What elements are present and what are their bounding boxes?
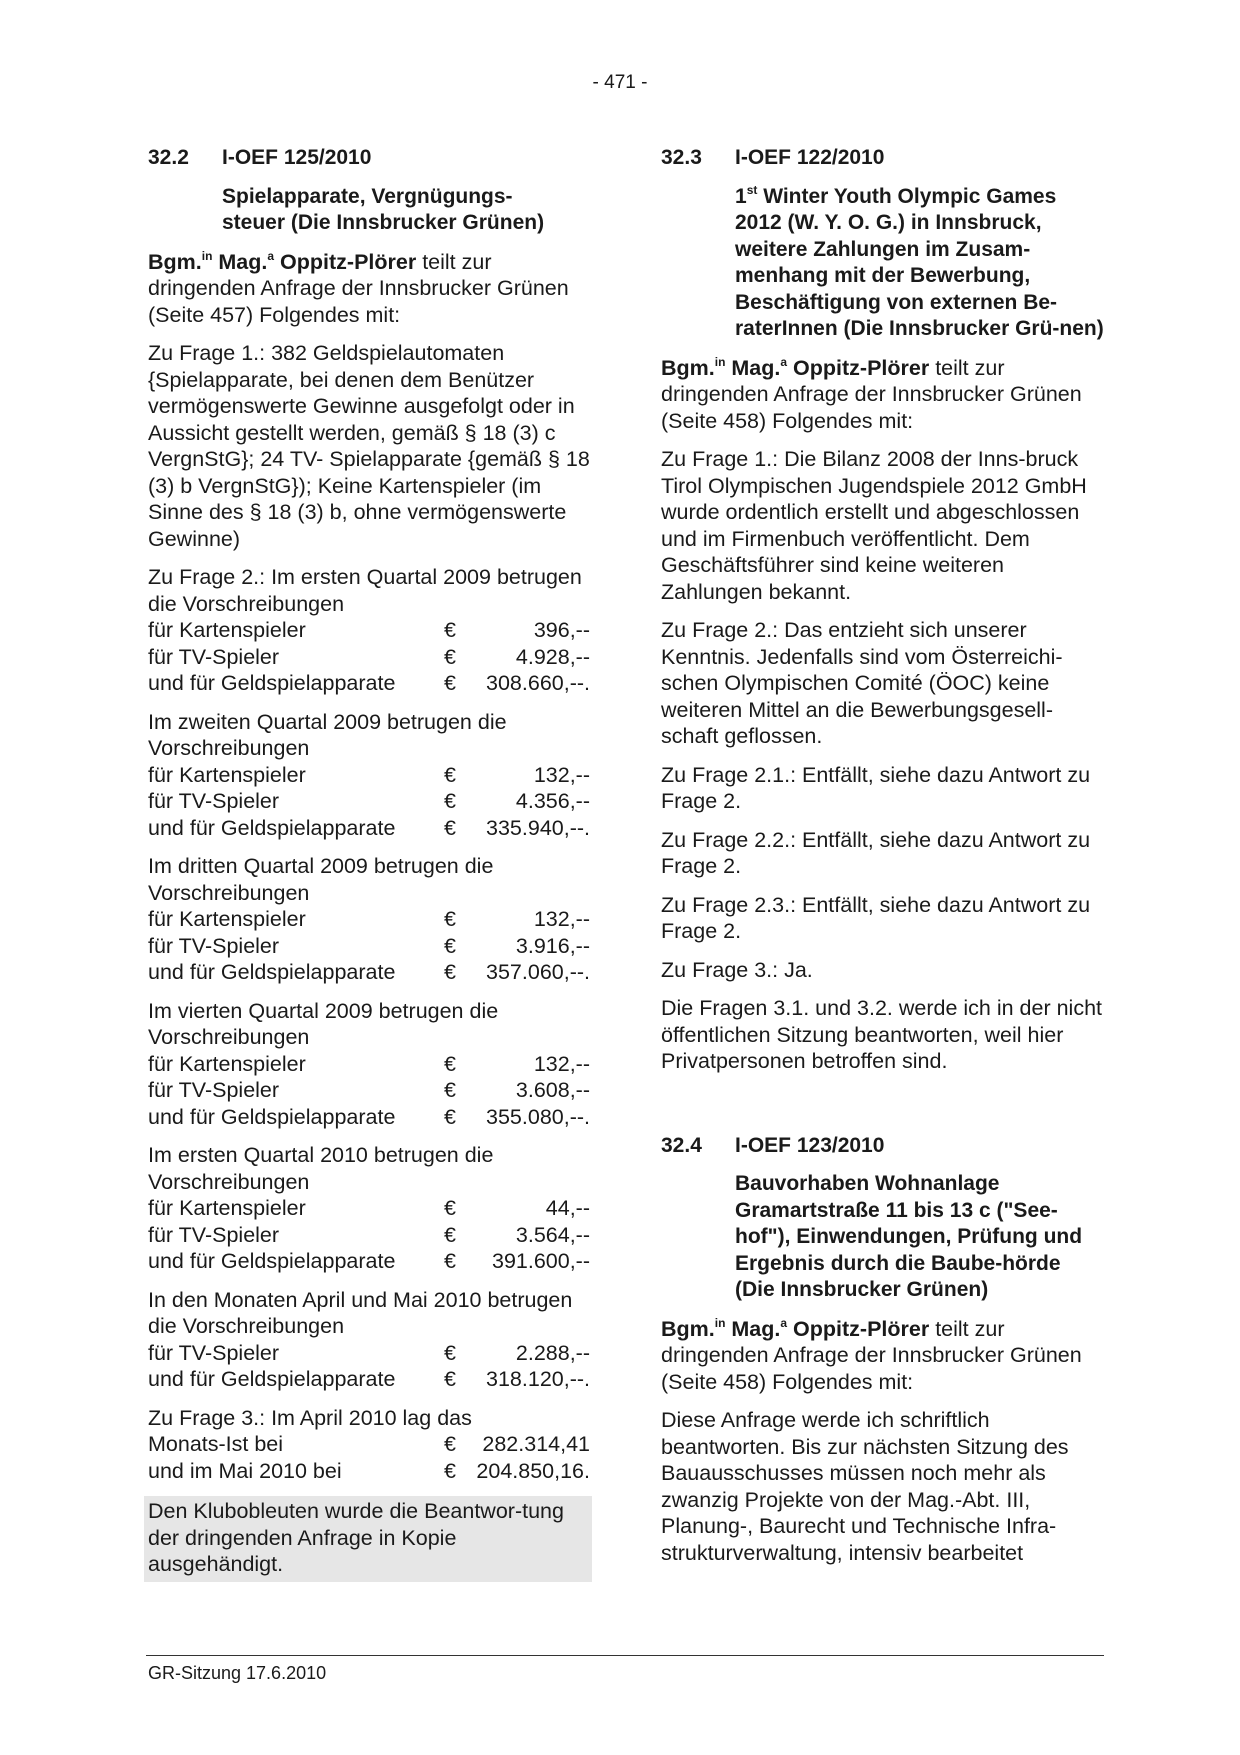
answer-frage-1: Zu Frage 1.: 382 Geldspielautomaten {Spielapparate, bei denen dem Benützer vermögenswerte Gewinne ausgefolgt oder in Aussicht gestellt werden, gemäß § 18 (3) c VergnStG}; 24 TV- Spielapparate {gemäß § 18 (3) b VergnStG}); Keine Kartenspieler (im Sinne des § 18 (3) b, ohne vermögenswerte Gewinne) [148,341,590,551]
currency-symbol: € [444,618,456,642]
assessment-intro: Im ersten Quartal 2010 betrugen die Vorschreibungen [148,1143,494,1194]
assessment-amount: 132,-- [533,762,590,787]
answer-paragraph: Die Fragen 3.1. und 3.2. werde ich in der nicht öffentlichen Sitzung beantworten, weil hier Privatpersonen betroffen sind. [661,996,1103,1073]
assessment-value [444,1051,590,1078]
assessment-label: für TV-Spieler [148,1222,280,1247]
assessment-intro: Im vierten Quartal 2009 betrugen die Vorschreibungen [148,998,499,1049]
answer-paragraph: Zu Frage 3.: Ja. [661,957,813,982]
assessment-value [444,906,590,933]
assessment-label: und für Geldspielapparate [148,671,396,695]
assessment-block [148,1287,590,1393]
currency-symbol: € [444,1104,456,1129]
assessment-value [444,959,590,986]
answer-paragraph: Zu Frage 2.3.: Entfällt, siehe dazu Antwort zu Frage 2. [661,892,1091,943]
assessment-row [148,1431,590,1458]
assessment-block [148,1405,590,1485]
assessment-label: für TV-Spieler [148,1078,280,1102]
assessment-amount: 357.060,--. [486,960,590,984]
speaker-name: Oppitz-Plörer [274,249,417,274]
assessment-row [148,1104,590,1131]
speaker-intro-text: teilt zur dringenden Anfrage der Innsbrucker Grünen (Seite 458) Folgendes mit: [661,1316,1082,1394]
speaker-intro [661,355,1105,435]
assessment-row [148,959,590,986]
assessment-value [444,1340,590,1367]
speaker-title-sup: a [780,1315,788,1330]
currency-symbol: € [444,671,456,695]
assessment-amount: 396,-- [533,618,590,642]
assessment-label: für Kartenspieler [148,907,306,931]
speaker-prefix: Bgm. [661,355,715,380]
assessment-row [148,1051,590,1078]
section-title-text: Winter Youth Olympic Games 2012 (W. Y. O. G.) in Innsbruck, weitere Zahlungen im Zusam-menhang mit der Bewerbung, Beschäftigung von externen Be-raterInnen (Die Innsbrucker Grü-nen) [735,184,1104,340]
currency-symbol: € [444,1340,456,1365]
section-title-sup: st [746,182,758,197]
speaker-intro [148,249,590,329]
section-code: I-OEF 123/2010 [735,1133,885,1157]
answer-paragraph: Zu Frage 2.1.: Entfällt, siehe dazu Antwort zu Frage 2. [661,762,1091,813]
speaker-title-sup: a [780,354,788,369]
currency-symbol: € [444,1367,456,1391]
assessment-amount: 204.850,16. [476,1458,590,1483]
assessment-value [444,670,590,697]
currency-symbol: € [444,1051,456,1076]
assessment-label: und für Geldspielapparate [148,815,396,840]
assessment-value [444,762,590,789]
speaker-title: Mag. [212,249,268,274]
assessment-label: für Kartenspieler [148,1196,306,1220]
answer-paragraph: Zu Frage 2.: Das entzieht sich unserer Kenntnis. Jedenfalls sind vom Österreichi-schen Olympischen Comité (ÖOC) keine weiteren Mittel an die Bewerbungsgesell-schaft geflossen. [661,618,1063,748]
assessment-amount: 391.600,-- [491,1249,590,1273]
assessment-amount: 318.120,--. [486,1367,590,1391]
currency-symbol: € [444,762,456,787]
assessment-value [444,1366,590,1393]
speaker-prefix: Bgm. [148,249,202,274]
currency-symbol: € [444,933,456,958]
assessment-row [148,617,590,644]
speaker-title: Mag. [725,1316,781,1341]
currency-symbol: € [444,1249,456,1273]
assessment-amount: 4.928,-- [515,644,590,669]
assessment-block [148,998,590,1131]
speaker-intro-text: teilt zur dringenden Anfrage der Innsbrucker Grünen (Seite 457) Folgendes mit: [148,249,569,327]
assessment-amount: 335.940,--. [486,815,590,840]
assessment-row [148,1340,590,1367]
section-title [735,184,1105,343]
assessment-amount: 2.288,-- [515,1340,590,1365]
assessment-amount: 4.356,-- [515,789,590,813]
assessment-label: für TV-Spieler [148,789,280,813]
assessment-row [148,815,590,842]
assessment-value [444,1248,590,1275]
answer-paragraph: Zu Frage 1.: Die Bilanz 2008 der Inns-bruck Tirol Olympischen Jugendspiele 2012 GmbH wurde ordentlich erstellt und abgeschlossen und im Firmenbuch veröffentlicht. Dem Geschäftsführer sind keine weiteren Zahlungen bekannt. [661,447,1087,604]
section-title-prefix: 1 [735,184,747,208]
speaker-prefix-sup: in [714,354,726,369]
speaker-title: Mag. [725,355,781,380]
assessment-row [148,1195,590,1222]
assessment-row [148,670,590,697]
assessment-value [444,933,590,960]
assessment-amount: 3.564,-- [515,1222,590,1247]
assessment-label: für TV-Spieler [148,1340,280,1365]
assessment-row [148,933,590,960]
assessment-value [444,1222,590,1249]
assessment-block [148,564,590,697]
assessment-label: für Kartenspieler [148,618,306,642]
currency-symbol: € [444,644,456,669]
assessment-amount: 282.314,41 [482,1432,590,1456]
currency-symbol: € [444,1222,456,1247]
assessment-label: und für Geldspielapparate [148,1249,396,1273]
assessment-amount: 44,-- [545,1196,590,1220]
assessment-row [148,788,590,815]
assessment-row [148,1458,590,1485]
assessment-amount: 3.608,-- [515,1078,590,1102]
section-number: 32.3 [661,146,702,169]
assessment-block [148,709,590,842]
note-box: Den Klubobleuten wurde die Beantwor-tung der dringenden Anfrage in Kopie ausgehändigt. [144,1496,592,1582]
section-title: Bauvorhaben Wohnanlage Gramartstraße 11 bis 13 c ("See-hof"), Einwendungen, Prüfung und Ergebnis durch die Baube-hörde (Die Innsbrucker Grünen) [735,1172,1083,1301]
speaker-intro-text: teilt zur dringenden Anfrage der Innsbrucker Grünen (Seite 458) Folgendes mit: [661,355,1082,433]
section-title: Spielapparate, Vergnügungs-steuer (Die Innsbrucker Grünen) [222,184,545,234]
assessment-value [444,1458,590,1485]
assessment-intro: In den Monaten April und Mai 2010 betrugen die Vorschreibungen [148,1287,573,1338]
tax-assessment-list [148,564,590,1484]
section-number: 32.2 [148,146,189,169]
speaker-prefix: Bgm. [661,1316,715,1341]
speaker-intro [661,1316,1105,1396]
assessment-row [148,1222,590,1249]
assessment-label: für Kartenspieler [148,1051,306,1076]
assessment-value [444,815,590,842]
section-code: I-OEF 122/2010 [735,146,885,169]
currency-symbol: € [444,1078,456,1102]
assessment-row [148,906,590,933]
footer-rule [146,1655,1104,1656]
assessment-label: und für Geldspielapparate [148,1367,396,1391]
footer-session-date: GR-Sitzung 17.6.2010 [148,1663,327,1683]
assessment-row [148,1077,590,1104]
assessment-value [444,1431,590,1458]
assessment-label: und für Geldspielapparate [148,1104,396,1129]
currency-symbol: € [444,789,456,813]
assessment-row [148,762,590,789]
section-heading [661,1133,1105,1160]
assessment-amount: 308.660,--. [486,671,590,695]
assessment-value [444,1104,590,1131]
section-heading [148,145,590,172]
assessment-label: und im Mai 2010 bei [148,1458,342,1483]
speaker-name: Oppitz-Plörer [787,1316,930,1341]
assessment-row [148,1366,590,1393]
page-number: - 471 - [592,72,648,93]
assessment-block [148,1142,590,1275]
assessment-value [444,788,590,815]
assessment-value [444,1077,590,1104]
assessment-label: für TV-Spieler [148,644,280,669]
right-column [661,145,1105,1578]
currency-symbol: € [444,907,456,931]
assessment-intro: Zu Frage 2.: Im ersten Quartal 2009 betrugen die Vorschreibungen [148,565,582,616]
assessment-value [444,617,590,644]
assessment-label: für Kartenspieler [148,762,306,787]
assessment-intro: Im dritten Quartal 2009 betrugen die Vorschreibungen [148,854,494,905]
assessment-amount: 132,-- [533,1051,590,1076]
section-spacer [661,1087,1105,1133]
currency-symbol: € [444,1432,456,1456]
currency-symbol: € [444,960,456,984]
speaker-prefix-sup: in [201,248,213,263]
currency-symbol: € [444,815,456,840]
assessment-label: für TV-Spieler [148,933,280,958]
assessment-row [148,644,590,671]
assessment-label: Monats-Ist bei [148,1432,284,1456]
assessment-amount: 132,-- [533,907,590,931]
section-code: I-OEF 125/2010 [222,146,372,169]
assessment-block [148,853,590,986]
assessment-label: und für Geldspielapparate [148,960,396,984]
assessment-value [444,1195,590,1222]
speaker-title-sup: a [267,248,275,263]
answer-paragraph: Zu Frage 2.2.: Entfällt, siehe dazu Antwort zu Frage 2. [661,827,1091,878]
section-heading [661,145,1105,172]
assessment-row [148,1248,590,1275]
section-number: 32.4 [661,1133,702,1157]
assessment-intro: Im zweiten Quartal 2009 betrugen die Vorschreibungen [148,709,507,760]
assessment-value [444,644,590,671]
answer-paragraph: Diese Anfrage werde ich schriftlich beantworten. Bis zur nächsten Sitzung des Bauausschusses müssen noch mehr als zwanzig Projekte von der Mag.-Abt. III, Planung-, Baurecht und Technische Infra-strukturverwaltung, intensiv bearbeitet [661,1408,1069,1565]
assessment-amount: 3.916,-- [515,933,590,958]
assessment-intro: Zu Frage 3.: Im April 2010 lag das [148,1405,472,1430]
currency-symbol: € [444,1458,456,1483]
speaker-name: Oppitz-Plörer [787,355,930,380]
assessment-amount: 355.080,--. [486,1104,590,1129]
left-column [148,145,590,1582]
speaker-prefix-sup: in [714,1315,726,1330]
currency-symbol: € [444,1196,456,1220]
